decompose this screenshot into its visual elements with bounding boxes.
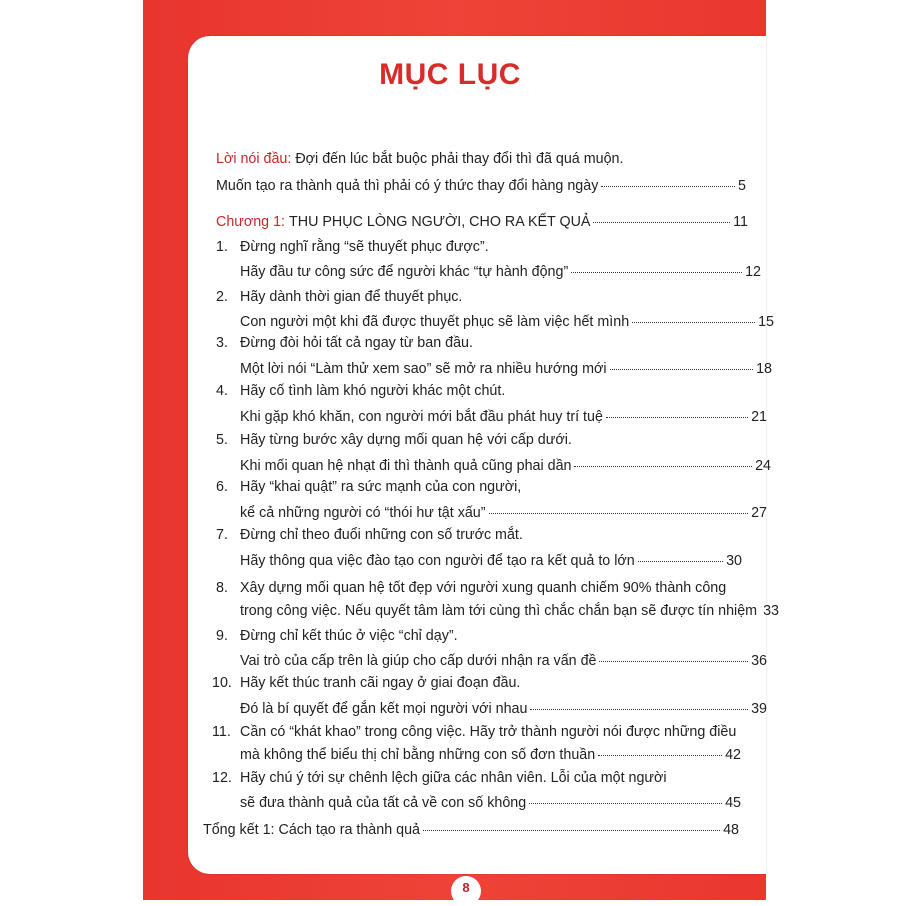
summary-page: 48	[723, 822, 739, 838]
item-line-1: Xây dựng mối quan hệ tốt đẹp với người xung quanh chiếm 90% thành công	[240, 580, 727, 596]
item-number: 8.	[216, 580, 228, 596]
preface-text-1: Đợi đến lúc bắt buộc phải thay đổi thì đã quá muộn.	[295, 151, 624, 167]
item-line-2-row	[240, 264, 761, 280]
item-number: 9.	[216, 628, 228, 644]
item-line-2-row	[240, 458, 771, 474]
leader-dots	[632, 322, 755, 323]
item-page: 15	[758, 314, 774, 330]
preface-page: 5	[738, 178, 746, 194]
item-page: 33	[763, 603, 779, 619]
item-line-2-row	[240, 653, 767, 669]
item-line-1: Đừng chỉ kết thúc ở việc “chỉ dạy”.	[240, 628, 458, 644]
item-line-1: Hãy “khai quật” ra sức mạnh của con người,	[240, 479, 522, 495]
leader-dots	[574, 466, 752, 467]
item-line-1: Hãy từng bước xây dựng mối quan hệ với cấp dưới.	[240, 432, 572, 448]
item-line-1: Hãy cố tình làm khó người khác một chút.	[240, 383, 506, 399]
item-page: 12	[745, 264, 761, 280]
leader-dots	[571, 272, 742, 273]
leader-dots	[593, 222, 730, 223]
item-line-2: kể cả những người có “thói hư tật xấu”	[240, 505, 486, 521]
item-line-1: Đừng chỉ theo đuổi những con số trước mắt.	[240, 527, 523, 543]
item-page: 39	[751, 701, 767, 717]
item-line-2: Hãy thông qua việc đào tạo con người để tạo ra kết quả to lớn	[240, 553, 635, 569]
page-number: 8	[451, 876, 481, 906]
item-page: 21	[751, 409, 767, 425]
leader-dots	[599, 661, 748, 662]
item-line-1: Hãy kết thúc tranh cãi ngay ở giai đoạn đầu.	[240, 675, 521, 691]
item-number: 10.	[212, 675, 232, 691]
item-line-2: Con người một khi đã được thuyết phục sẽ làm việc hết mình	[240, 314, 630, 330]
summary-row[interactable]	[203, 822, 739, 838]
item-page: 24	[755, 458, 771, 474]
item-line-2: Hãy đầu tư công sức để người khác “tự hành động”	[240, 264, 569, 280]
item-number: 11.	[212, 724, 231, 740]
leader-dots	[529, 803, 722, 804]
leader-dots	[598, 755, 722, 756]
summary-text: Tổng kết 1: Cách tạo ra thành quả	[203, 822, 420, 838]
item-number: 3.	[216, 335, 228, 351]
item-line-1: Hãy chú ý tới sự chênh lệch giữa các nhân viên. Lỗi của một người	[240, 770, 667, 786]
item-line-2-row	[240, 409, 767, 425]
item-number: 5.	[216, 432, 228, 448]
item-line-2: Đó là bí quyết để gắn kết mọi người với nhau	[240, 701, 528, 717]
item-line-2-row	[240, 795, 741, 811]
item-line-1: Hãy dành thời gian để thuyết phục.	[240, 289, 463, 305]
preface-text-2: Muốn tạo ra thành quả thì phải có ý thức thay đổi hàng ngày	[216, 178, 599, 194]
item-line-1: Đừng đòi hỏi tất cả ngay từ ban đầu.	[240, 335, 473, 351]
leader-dots	[601, 186, 735, 187]
item-line-2: Khi mối quan hệ nhạt đi thì thành quả cũng phai dần	[240, 458, 572, 474]
leader-dots	[638, 561, 723, 562]
item-line-2-row	[240, 553, 742, 569]
item-line-2-row	[240, 361, 772, 377]
leader-dots	[610, 369, 754, 370]
item-page: 45	[725, 795, 741, 811]
item-number: 1.	[216, 239, 228, 255]
item-line-2-row	[240, 314, 774, 330]
item-number: 4.	[216, 383, 228, 399]
item-line-2-row	[240, 701, 767, 717]
item-number: 7.	[216, 527, 228, 543]
item-line-2: Vai trò của cấp trên là giúp cho cấp dưới nhận ra vấn đề	[240, 653, 597, 669]
item-line-2: mà không thể biểu thị chỉ bằng những con số đơn thuần	[240, 747, 596, 763]
item-page: 18	[756, 361, 772, 377]
chapter-label: Chương 1:	[216, 214, 286, 230]
item-line-2: Khi gặp khó khăn, con người mới bắt đầu phát huy trí tuệ	[240, 409, 603, 425]
item-line-1: Cần có “khát khao” trong công việc. Hãy trở thành người nói được những điều	[240, 724, 737, 740]
preface-line-1	[216, 151, 623, 167]
item-number: 2.	[216, 289, 228, 305]
leader-dots	[489, 513, 749, 514]
item-line-2-row	[240, 747, 741, 763]
item-page: 30	[726, 553, 742, 569]
preface-row[interactable]	[216, 178, 746, 194]
item-line-2: sẽ đưa thành quả của tất cả về con số không	[240, 795, 527, 811]
item-line-1: Đừng nghĩ rằng “sẽ thuyết phục được”.	[240, 239, 489, 255]
chapter-title: THU PHỤC LÒNG NGƯỜI, CHO RA KẾT QUẢ	[289, 214, 591, 230]
chapter-row[interactable]	[216, 214, 748, 230]
page-title: MỤC LỤC	[379, 58, 521, 91]
item-page: 36	[751, 653, 767, 669]
preface-label: Lời nói đầu:	[216, 151, 292, 167]
item-line-2: trong công việc. Nếu quyết tâm làm tới cùng thì chắc chắn bạn sẽ được tín nhiệm	[240, 603, 758, 619]
item-number: 12.	[212, 770, 232, 786]
leader-dots	[530, 709, 748, 710]
item-line-2-row	[240, 505, 767, 521]
item-line-2: Một lời nói “Làm thử xem sao” sẽ mở ra nhiều hướng mới	[240, 361, 607, 377]
item-page: 27	[751, 505, 767, 521]
chapter-page: 11	[733, 214, 748, 230]
item-number: 6.	[216, 479, 228, 495]
leader-dots	[606, 417, 748, 418]
item-page: 42	[725, 747, 741, 763]
item-line-2-row	[240, 603, 779, 619]
leader-dots	[423, 830, 720, 831]
